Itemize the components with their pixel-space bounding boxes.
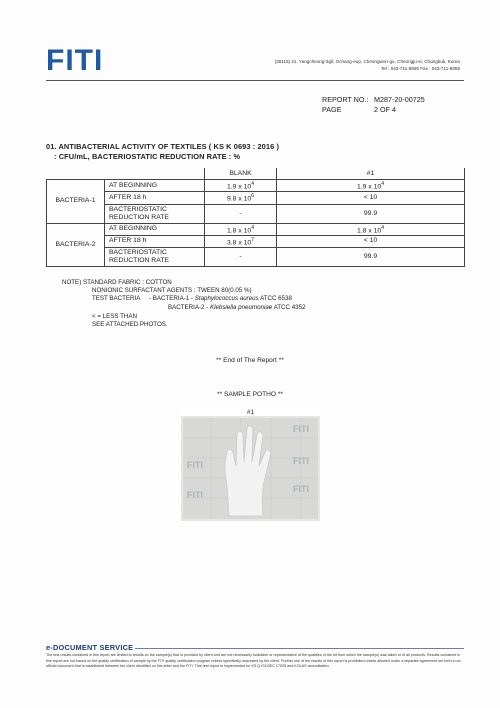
fiti-logo	[46, 42, 124, 76]
company-address	[275, 58, 460, 72]
group-label: BACTERIA-1	[47, 180, 105, 224]
note-less-than: < = LESS THAN	[92, 312, 137, 320]
notes-block	[62, 279, 305, 329]
section-title-line1: 01. ANTIBACTERIAL ACTIVITY OF TEXTILES ( KS K 0693 : 2016 )	[46, 142, 280, 151]
phone-fax-line: Tel : 043-711-8855 Fax : 043-711-8855	[381, 66, 460, 71]
svg-text:FITI: FITI	[46, 44, 104, 76]
sample-photo	[181, 406, 320, 521]
watermark: FITI	[187, 460, 203, 470]
footer-divider	[135, 648, 464, 649]
cell-sample: 99.9	[277, 204, 465, 223]
note-see-photos: SEE ATTACHED PHOTOS.	[92, 321, 168, 329]
table-row	[47, 180, 465, 192]
section-title	[46, 142, 279, 162]
cell-sample: 1.9 x $10^4$	[277, 180, 465, 192]
results-table	[46, 168, 465, 267]
col-header-blank: BLANK	[205, 168, 277, 180]
report-no-label: REPORT NO.:	[322, 95, 369, 104]
watermark: FITI	[293, 456, 309, 466]
table-row	[47, 204, 465, 223]
page-label: PAGE	[322, 105, 342, 114]
cell-sample: < 10	[277, 235, 465, 247]
watermark: FITI	[293, 484, 309, 494]
cell-blank: 9.8 x $10^6$	[205, 192, 277, 204]
table-row	[47, 235, 465, 247]
group-label: BACTERIA-2	[47, 223, 105, 267]
col-header-sample: #1	[277, 168, 465, 180]
page-value: 2 OF 4	[374, 105, 396, 114]
watermark: FITI	[293, 424, 309, 434]
section-title-line2: : CFU/mL, BACTERIOSTATIC REDUCTION RATE : %	[54, 152, 241, 161]
table-row	[47, 223, 465, 235]
row-label: BACTERIOSTATIC REDUCTION RATE	[105, 204, 205, 223]
cell-blank: -	[205, 248, 277, 267]
header-divider	[46, 80, 464, 81]
cell-blank: -	[205, 204, 277, 223]
end-of-report: ** End of The Report **	[216, 357, 284, 364]
watermark: FITI	[187, 490, 203, 500]
cell-blank: 3.8 x $10^7$	[205, 235, 277, 247]
row-label: AT BEGINNING	[105, 180, 205, 192]
table-header-row	[47, 168, 465, 180]
table-row	[47, 248, 465, 267]
row-label: AFTER 18 h	[105, 192, 205, 204]
report-info	[322, 95, 425, 115]
sample-photo-heading: ** SAMPLE POTHO **	[217, 391, 283, 398]
cell-sample: < 10	[277, 192, 465, 204]
report-no-value: M287-20-00725	[374, 95, 425, 104]
cell-blank: 1.8 x $10^4$	[205, 223, 277, 235]
cell-sample: 1.8 x $10^4$	[277, 223, 465, 235]
note-test-bacteria: TEST BACTERIA - BACTERIA-1 - Staphylococcus aureus ATCC 6538	[92, 295, 292, 303]
note-surfactant: NONIONIC SURFACTANT AGENTS : TWEEN 80(0.05 %)	[92, 287, 252, 295]
address-line: (28115) 21, Yangcheong-3gil, Ochang-eup, Cheongwon-gu, Cheongju-si, Chungbuk, Korea	[274, 59, 460, 64]
cell-blank: 1.9 x $10^4$	[205, 180, 277, 192]
photo-label: #1	[246, 409, 255, 416]
row-label: BACTERIOSTATIC REDUCTION RATE	[105, 248, 205, 267]
row-label: AT BEGINNING	[105, 223, 205, 235]
note-standard-fabric: NOTE) STANDARD FABRIC : COTTON	[62, 279, 172, 286]
table-row	[47, 192, 465, 204]
row-label: AFTER 18 h	[105, 235, 205, 247]
note-bacteria-2: BACTERIA-2 - Klebsiella pneumoniae ATCC 4352	[168, 303, 306, 311]
footer-disclaimer: The test results contained in this report are limited to results on the sample(s) that is provided by client and are not necessarily indicative or representative of the qualities of the lot from which the sample(s) was taken or of all products. Results contained in this report are not based on the quality certification of sample by the FITI quality certification program unless specifically requested by the client. Further use of the results of this report is prohibited unless allowed under a separate agreement set forth in an official document that is established between the client identified on this letter and the FITI. This test report is implemented for KS Q ISO/IEC 17025 and KOLAS accreditation.	[46, 653, 461, 669]
cell-sample: 99.9	[277, 248, 465, 267]
footer-title: e-DOCUMENT SERVICE	[46, 643, 134, 652]
